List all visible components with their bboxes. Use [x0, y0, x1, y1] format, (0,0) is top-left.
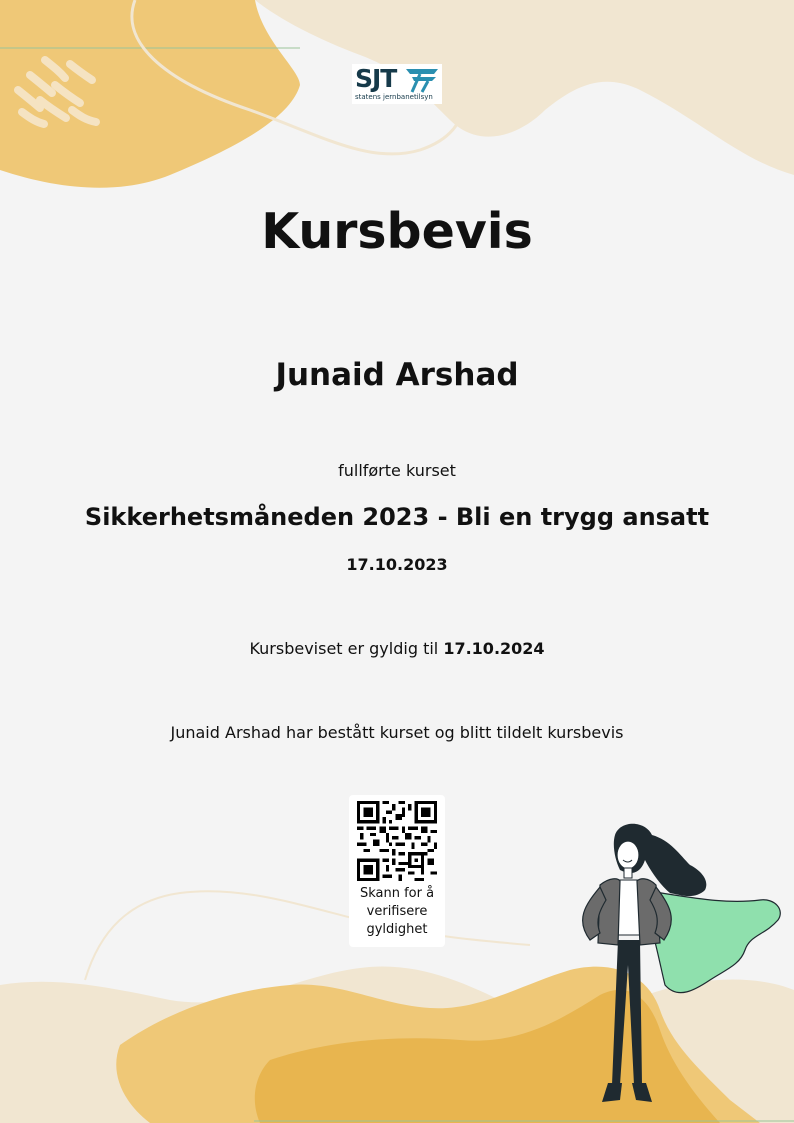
qr-caption-line: gyldighet [366, 922, 428, 937]
completion-lead-text: fullførte kurset [338, 461, 456, 480]
validity-text: Kursbeviset er gyldig til [249, 639, 439, 658]
certificate-title: Kursbevis [261, 203, 533, 260]
logo-agency-name: statens jernbanetilsyn [355, 93, 433, 101]
valid-until-date: 17.10.2024 [443, 639, 545, 658]
qr-caption-line: Skann for å [359, 886, 435, 901]
agency-logo [352, 64, 442, 104]
qr-verification-card[interactable] [349, 795, 445, 947]
qr-caption [349, 885, 445, 939]
validity-line [0, 639, 794, 658]
recipient-name: Junaid Arshad [275, 357, 519, 393]
logo-abbreviation: SJT [355, 64, 397, 93]
completion-date: 17.10.2023 [346, 555, 448, 574]
logo-rail-icon [404, 66, 440, 94]
qr-code-icon[interactable] [357, 801, 437, 881]
superhero-woman-illustration [560, 815, 790, 1115]
qr-caption-line: verifisere [366, 904, 428, 919]
course-name: Sikkerhetsmåneden 2023 - Bli en trygg ansatt [84, 503, 710, 531]
award-statement: Junaid Arshad har bestått kurset og blitt tildelt kursbevis [170, 723, 624, 742]
